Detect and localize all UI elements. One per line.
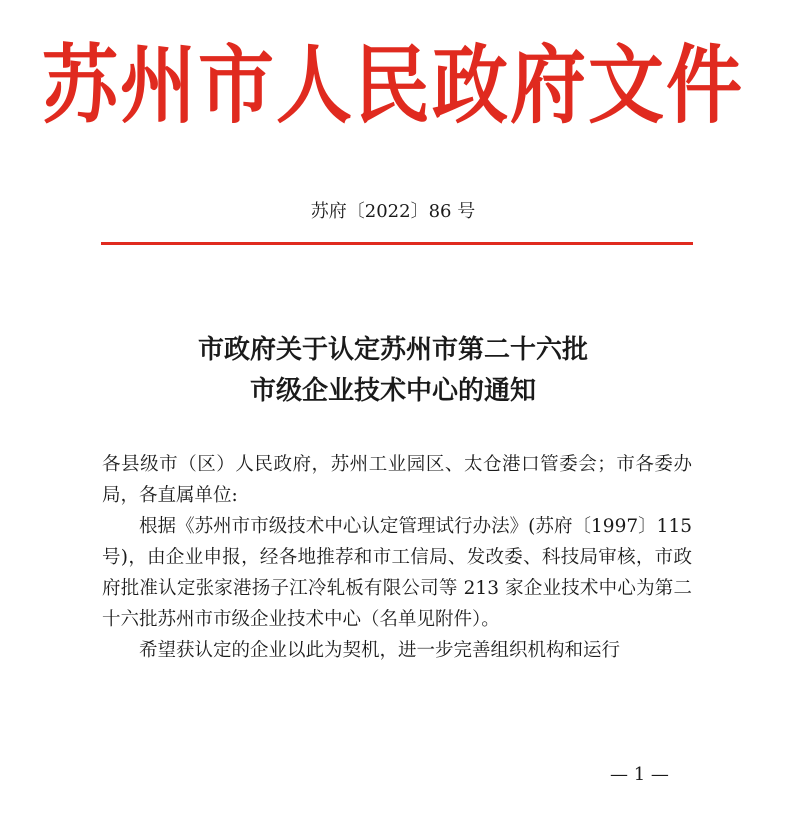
page-number: — 1 — — [610, 764, 669, 785]
salutation: 各县级市（区）人民政府，苏州工业园区、太仓港口管委会；市各委办局，各直属单位: — [102, 454, 692, 506]
masthead-title: 苏州市人民政府文件 — [42, 35, 744, 136]
notice-title-line-1: 市政府关于认定苏州市第二十六批 — [197, 335, 588, 365]
notice-title-line-2: 市级企业技术中心的通知 — [249, 376, 536, 406]
body-paragraph-1: 根据《苏州市市级技术中心认定管理试行办法》(苏府〔1997〕115 号)，由企业申报，经各地推荐和市工信局、发改委、科技局审核，市政府批准认定张家港扬子江冷轧板有限公司等 213 家企业技术中心为第二十六批苏州市市级企业技术中心（名单见附件）。 — [102, 516, 692, 630]
document-number: 苏府〔2022〕86 号 — [310, 201, 476, 222]
notice-body — [102, 449, 692, 666]
body-paragraph-2: 希望获认定的企业以此为契机，进一步完善组织机构和运行 — [139, 640, 621, 661]
red-divider-line — [101, 242, 693, 245]
notice-title — [0, 330, 786, 412]
